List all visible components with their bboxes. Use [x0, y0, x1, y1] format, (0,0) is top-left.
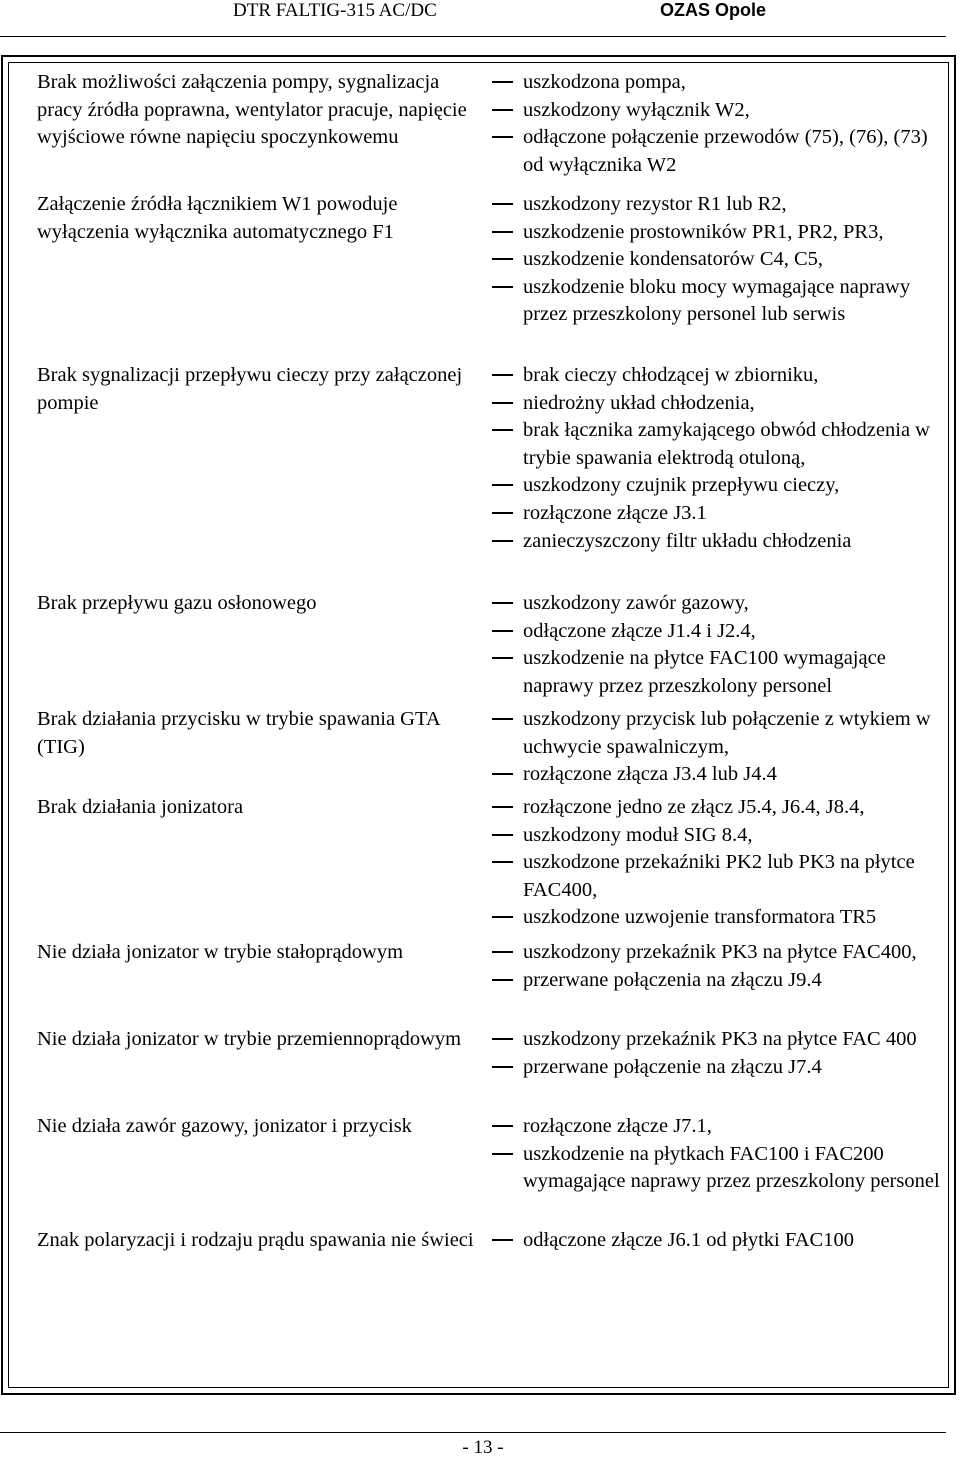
- dash-bullet-icon: [492, 258, 513, 260]
- dash-bullet-icon: [492, 231, 513, 233]
- page-header: [0, 0, 960, 34]
- list-item: [492, 191, 952, 219]
- page-number: - 13 -: [462, 1437, 504, 1458]
- cause-text: uszkodzony przycisk lub połączenie z wtykiem w uchwycie spawalniczym,: [523, 708, 931, 758]
- fault-description: Nie działa zawór gazowy, jonizator i przycisk: [37, 1115, 412, 1137]
- cause-text: odłączone połączenie przewodów (75), (76), (73) od wyłącznika W2: [523, 126, 928, 176]
- dash-bullet-icon: [492, 806, 513, 808]
- cause-text: brak łącznika zamykającego obwód chłodzenia w trybie spawania elektrodą otuloną,: [523, 419, 930, 469]
- list-item: [492, 904, 952, 932]
- cause-text: zanieczyszczony filtr układu chłodzenia: [523, 529, 852, 552]
- dash-bullet-icon: [492, 1125, 513, 1127]
- dash-bullet-icon: [492, 81, 513, 83]
- cause-text: uszkodzenie na płytkach FAC100 i FAC200 wymagające naprawy przez przeszkolony personel: [523, 1142, 940, 1193]
- cause-text: uszkodzenie na płytce FAC100 wymagające naprawy przez przeszkolony personel: [523, 647, 886, 697]
- cause-text: przerwane połączenia na złączu J9.4: [523, 968, 822, 991]
- possible-causes-list: [492, 191, 952, 329]
- list-item: [492, 246, 952, 274]
- dash-bullet-icon: [492, 630, 513, 632]
- possible-causes-list: [492, 794, 952, 932]
- fault-description: Brak działania jonizatora: [37, 796, 244, 818]
- dash-bullet-icon: [492, 540, 513, 542]
- cause-text: odłączone złącze J6.1 od płytki FAC100: [523, 1229, 854, 1251]
- possible-causes-list: [492, 590, 952, 700]
- cause-text: uszkodzony przekaźnik PK3 na płytce FAC 400: [523, 1028, 917, 1050]
- possible-causes-list: [492, 362, 952, 555]
- cause-text: uszkodzone uzwojenie transformatora TR5: [523, 906, 877, 929]
- dash-bullet-icon: [492, 286, 513, 288]
- fault-description: Znak polaryzacji i rodzaju prądu spawania nie świeci: [37, 1229, 474, 1251]
- list-item: [492, 1026, 952, 1054]
- cause-text: rozłączone jedno ze złącz J5.4, J6.4, J8.4,: [523, 796, 865, 818]
- cause-text: uszkodzona pompa,: [523, 71, 686, 93]
- possible-causes-list: [492, 1227, 952, 1255]
- dash-bullet-icon: [492, 1239, 513, 1241]
- list-item: [492, 967, 952, 995]
- list-item: [492, 1227, 952, 1255]
- dash-bullet-icon: [492, 429, 513, 431]
- cause-text: uszkodzony rezystor R1 lub R2,: [523, 193, 787, 215]
- possible-causes-list: [492, 706, 952, 789]
- dash-bullet-icon: [492, 512, 513, 514]
- list-item: [492, 97, 952, 125]
- dash-bullet-icon: [492, 979, 513, 981]
- cause-text: uszkodzenie kondensatorów C4, C5,: [523, 248, 824, 271]
- fault-description: Brak przepływu gazu osłonowego: [37, 592, 317, 614]
- fault-description: Brak działania przycisku w trybie spawania GTA (TIG): [37, 708, 440, 758]
- dash-bullet-icon: [492, 402, 513, 404]
- list-item: [492, 618, 952, 646]
- fault-description: Brak sygnalizacji przepływu cieczy przy załączonej pompie: [37, 364, 463, 414]
- possible-causes-list: [492, 939, 952, 994]
- dash-bullet-icon: [492, 861, 513, 863]
- possible-causes-list: [492, 1113, 952, 1196]
- possible-causes-list: [492, 69, 952, 179]
- footer-divider: [0, 1432, 946, 1433]
- dash-bullet-icon: [492, 602, 513, 604]
- list-item: [492, 822, 952, 850]
- dash-bullet-icon: [492, 484, 513, 486]
- list-item: [492, 219, 952, 247]
- list-item: [492, 1113, 952, 1141]
- list-item: [492, 528, 952, 556]
- cause-text: rozłączone złącza J3.4 lub J4.4: [523, 763, 777, 786]
- cause-text: przerwane połączenie na złączu J7.4: [523, 1055, 822, 1078]
- cause-text: uszkodzenie bloku mocy wymagające naprawy przez przeszkolony personel lub serwis: [523, 275, 911, 326]
- cause-text: uszkodzony przekaźnik PK3 na płytce FAC400,: [523, 941, 917, 963]
- dash-bullet-icon: [492, 1066, 513, 1068]
- dash-bullet-icon: [492, 718, 513, 720]
- company-name: OZAS Opole: [660, 0, 767, 20]
- list-item: [492, 645, 952, 700]
- cause-text: uszkodzony wyłącznik W2,: [523, 98, 750, 121]
- list-item: [492, 1054, 952, 1082]
- header-divider: [0, 36, 946, 37]
- dash-bullet-icon: [492, 1038, 513, 1040]
- dash-bullet-icon: [492, 657, 513, 659]
- dash-bullet-icon: [492, 951, 513, 953]
- list-item: [492, 124, 952, 179]
- document-title: DTR FALTIG-315 AC/DC: [233, 0, 437, 21]
- dash-bullet-icon: [492, 136, 513, 138]
- fault-description: Brak możliwości załączenia pompy, sygnalizacja pracy źródła poprawna, wentylator pracuje, napięcie wyjściowe równe napięciu spoczynkowemu: [37, 71, 467, 149]
- list-item: [492, 390, 952, 418]
- dash-bullet-icon: [492, 916, 513, 918]
- list-item: [492, 939, 952, 967]
- cause-text: rozłączone złącze J7.1,: [523, 1115, 712, 1137]
- list-item: [492, 761, 952, 789]
- list-item: [492, 706, 952, 761]
- dash-bullet-icon: [492, 834, 513, 836]
- cause-text: uszkodzony zawór gazowy,: [523, 592, 749, 614]
- dash-bullet-icon: [492, 109, 513, 111]
- fault-description: Nie działa jonizator w trybie stałoprądowym: [37, 941, 404, 963]
- list-item: [492, 500, 952, 528]
- cause-text: brak cieczy chłodzącej w zbiorniku,: [523, 364, 819, 386]
- fault-description: Załączenie źródła łącznikiem W1 powoduje wyłączenia wyłącznika automatycznego F1: [37, 193, 398, 243]
- dash-bullet-icon: [492, 1153, 513, 1155]
- list-item: [492, 590, 952, 618]
- cause-text: odłączone złącze J1.4 i J2.4,: [523, 619, 756, 642]
- list-item: [492, 794, 952, 822]
- list-item: [492, 69, 952, 97]
- dash-bullet-icon: [492, 773, 513, 775]
- list-item: [492, 274, 952, 329]
- cause-text: niedrożny układ chłodzenia,: [523, 391, 755, 414]
- list-item: [492, 417, 952, 472]
- dash-bullet-icon: [492, 203, 513, 205]
- list-item: [492, 472, 952, 500]
- list-item: [492, 849, 952, 904]
- cause-text: uszkodzony moduł SIG 8.4,: [523, 823, 753, 846]
- cause-text: uszkodzone przekaźniki PK2 lub PK3 na płytce FAC400,: [523, 851, 915, 901]
- cause-text: uszkodzony czujnik przepływu cieczy,: [523, 474, 840, 497]
- dash-bullet-icon: [492, 374, 513, 376]
- cause-text: uszkodzenie prostowników PR1, PR2, PR3,: [523, 220, 884, 243]
- possible-causes-list: [492, 1026, 952, 1081]
- fault-description: Nie działa jonizator w trybie przemiennoprądowym: [37, 1028, 462, 1050]
- cause-text: rozłączone złącze J3.1: [523, 501, 707, 524]
- list-item: [492, 362, 952, 390]
- list-item: [492, 1141, 952, 1196]
